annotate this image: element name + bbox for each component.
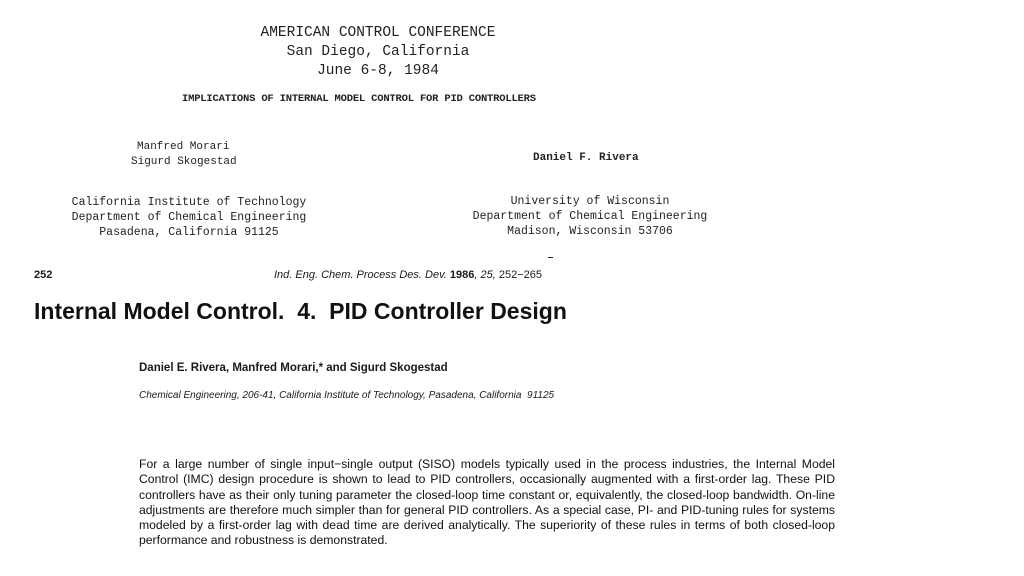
- journal-year: 1986: [449, 269, 475, 281]
- conference-authors-left: [131, 140, 237, 170]
- affiliation-left-line2: Department of Chemical Engineering: [71, 211, 307, 224]
- journal-affiliation: Chemical Engineering, 206-41, California Institute of Technology, Pasadena, California 91125: [139, 390, 555, 401]
- journal-name: Ind. Eng. Chem. Process Des. Dev.: [274, 269, 447, 281]
- conference-header: [178, 24, 578, 81]
- journal-page-number: 252: [34, 269, 53, 281]
- affiliation-left-line1: California Institute of Technology: [71, 196, 307, 209]
- journal-paper-title: Internal Model Control. 4. PID Controller Design: [34, 298, 567, 324]
- affiliation-right-line3: Madison, Wisconsin 53706: [507, 225, 673, 238]
- affiliation-right-line1: University of Wisconsin: [510, 195, 670, 208]
- conference-author-rivera: Daniel F. Rivera: [533, 152, 639, 164]
- conference-location: San Diego, California: [286, 44, 470, 60]
- journal-citation: Ind. Eng. Chem. Process Des. Dev. 1986, 25, 252−265: [274, 269, 542, 281]
- conference-dates: June 6-8, 1984: [317, 63, 439, 79]
- conference-author-skogestad: Sigurd Skogestad: [131, 156, 237, 168]
- affiliation-caltech: [44, 195, 334, 240]
- journal-volume: 25: [480, 269, 493, 281]
- affiliation-wisconsin: [440, 194, 740, 239]
- affiliation-left-line3: Pasadena, California 91125: [99, 226, 279, 239]
- journal-pages: 252−265: [498, 269, 542, 281]
- conference-paper-title: IMPLICATIONS OF INTERNAL MODEL CONTROL FOR PID CONTROLLERS: [182, 93, 536, 105]
- divider-mark: [548, 257, 553, 258]
- conference-author-morari: Manfred Morari: [137, 141, 230, 153]
- abstract: For a large number of single input−single output (SISO) models typically used in the process industries, the Internal Model Control (IMC) design procedure is shown to lead to PID controllers, occasionally augmented with a first-order lag. These PID controllers have as their only tuning parameter the closed-loop time constant or, equivalently, the closed-loop bandwidth. On-line adjustments are therefore much simpler than for general PID controllers. As a special case, PI- and PID-tuning rules for systems modeled by a first-order lag with dead time are derived analytically. The superiority of these rules in terms of both closed-loop performance and robustness is demonstrated.: [139, 457, 835, 548]
- conference-name: AMERICAN CONTROL CONFERENCE: [260, 25, 496, 41]
- journal-authors: Daniel E. Rivera, Manfred Morari,* and Sigurd Skogestad: [139, 362, 448, 374]
- affiliation-right-line2: Department of Chemical Engineering: [472, 210, 708, 223]
